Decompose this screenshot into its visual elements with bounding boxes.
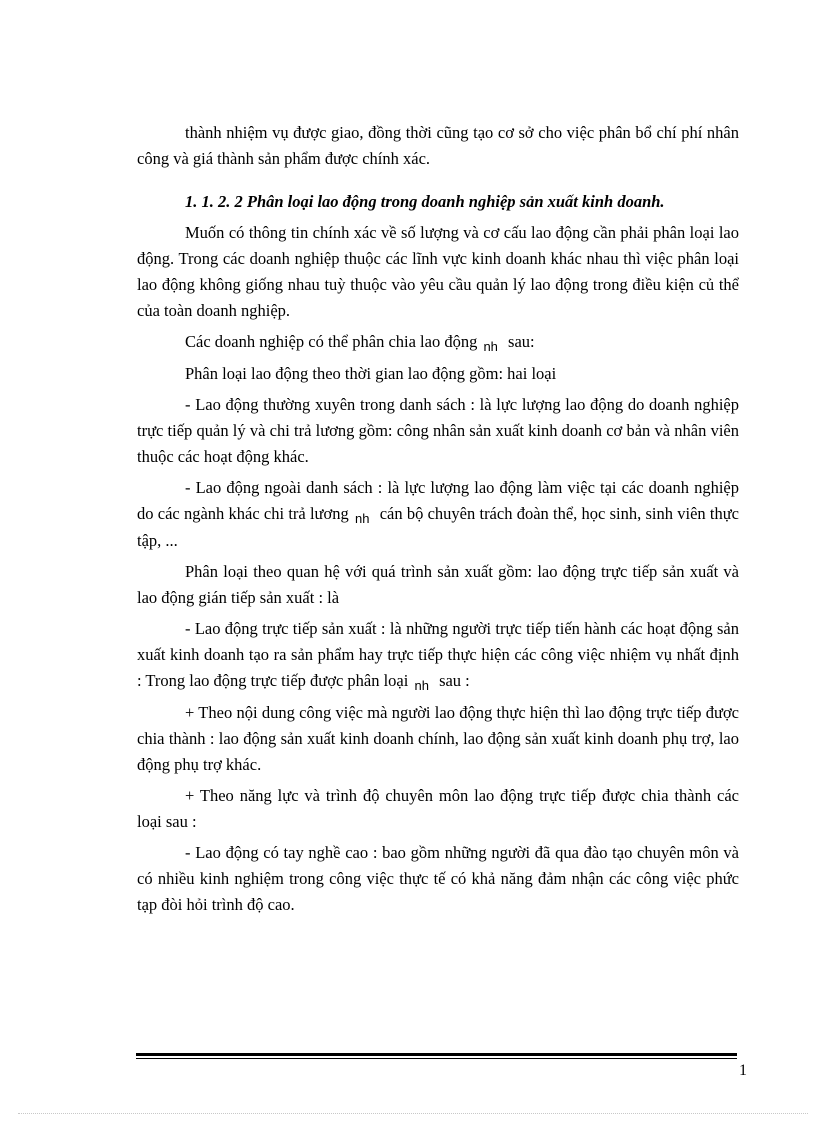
paragraph-11: - Lao động có tay nghề cao : bao gồm những người đã qua đào tạo chuyên môn và có nhiều kinh nghiệm trong công việc thực tế có khả năng đảm nhận các công việc phức tạp đòi hỏi trình độ cao. — [137, 842, 739, 914]
paragraph-7: Phân loại theo quan hệ với quá trình sản xuất gồm: lao động trực tiếp sản xuất và lao động gián tiếp sản xuất : là — [137, 561, 739, 607]
paragraph-6 — [137, 475, 739, 554]
paragraph-3-subscript: nh — [483, 338, 498, 354]
page-number: 1 — [739, 1062, 747, 1079]
paragraph-2: Muốn có thông tin chính xác về số lượng và cơ cấu lao động cần phải phân loại lao động. Trong các doanh nghiệp thuộc các lĩnh vực kinh doanh khác nhau thì việc phân loại lao động không giống nhau tuỳ thuộc vào yêu cầu quản lý lao động trong điều kiện củ thể của toàn doanh nghiệp. — [137, 222, 739, 320]
paragraph-10: + Theo năng lực và trình độ chuyên môn lao động trực tiếp được chia thành các loại sau : — [137, 785, 739, 831]
paragraph-6-text: - Lao động ngoài danh sách : là lực lượng lao động làm việc tại các doanh nghiệp do các ngành khác chi trả lương — [137, 477, 739, 523]
paragraph-3 — [137, 329, 739, 356]
paragraph-1: thành nhiệm vụ được giao, đồng thời cũng tạo cơ sở cho việc phân bổ chí phí nhân công và giá thành sản phẩm được chính xác. — [137, 123, 739, 168]
paragraph-8-text: - Lao động trực tiếp sản xuất : là những người trực tiếp tiến hành các hoạt động sản xuất kinh doanh tạo ra sản phẩm hay trực tiếp thực hiện các công việc nhiệm vụ nhất định : Trong lao động trực tiếp được phân loại — [137, 618, 739, 690]
footer-rule-thick — [136, 1053, 737, 1056]
paragraph-8-subscript: nh — [414, 677, 429, 693]
paragraph-3-text: Các doanh nghiệp có thể phân chia lao động — [185, 331, 482, 351]
section-heading: 1. 1. 2. 2 Phân loại lao động trong doanh nghiệp sản xuất kinh doanh. — [185, 191, 665, 211]
footer-rule-thin — [136, 1058, 737, 1059]
paragraph-8-tail: sau : — [434, 670, 470, 690]
paragraph-8 — [137, 616, 739, 695]
paragraph-6-tail: cán bộ chuyên trách đoàn thể, học sinh, sinh viên thực tập, ... — [137, 503, 739, 550]
paragraph-6-subscript: nh — [354, 510, 370, 526]
paragraph-5: - Lao động thường xuyên trong danh sách : là lực lượng lao động do doanh nghiệp trực tiếp quản lý và chi trả lương gồm: công nhân sản xuất kinh doanh cơ bản và nhân viên thuộc các hoạt động khác. — [137, 394, 739, 466]
paragraph-3-tail: sau: — [503, 331, 535, 351]
document-body — [137, 120, 739, 923]
page-bottom-border — [18, 1113, 808, 1114]
paragraph-9: + Theo nội dung công việc mà người lao động thực hiện thì lao động trực tiếp được chia thành : lao động sản xuất kinh doanh chính, lao động sản xuất kinh doanh phụ trợ, lao động phụ trợ khác. — [137, 702, 739, 774]
paragraph-4: Phân loại lao động theo thời gian lao động gồm: hai loại — [185, 363, 557, 383]
